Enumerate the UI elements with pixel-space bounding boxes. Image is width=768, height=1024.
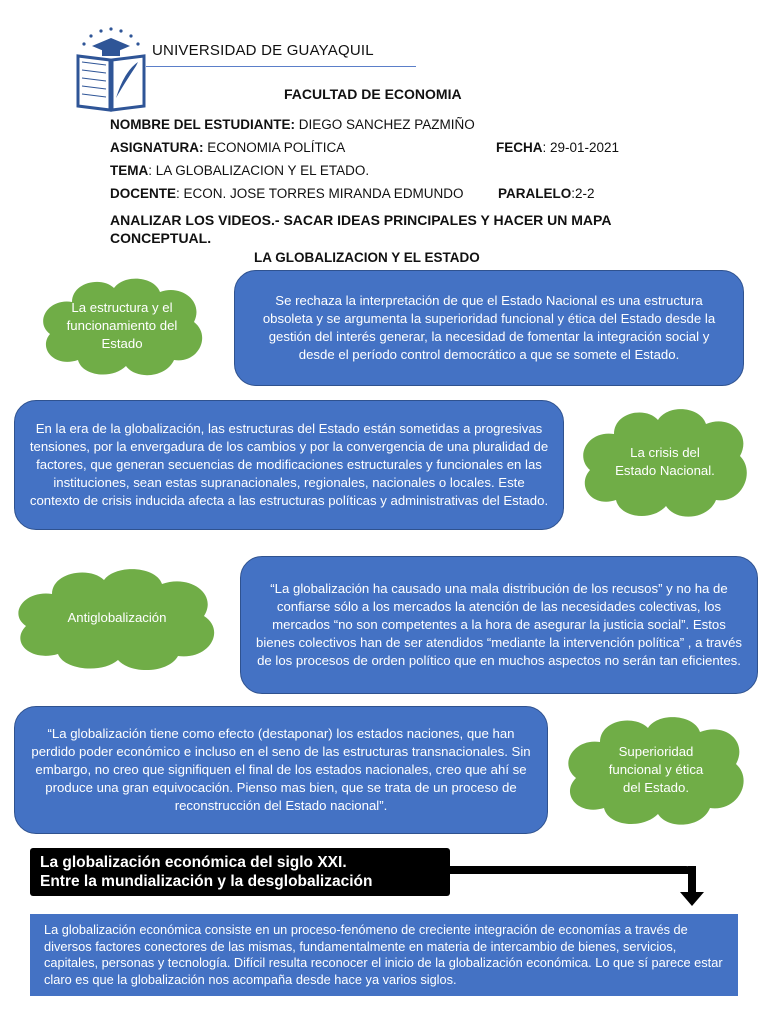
section-header — [30, 848, 450, 896]
subject-label: ASIGNATURA: — [110, 140, 204, 155]
connector-arrow-line — [450, 866, 694, 874]
cloud-crisis-text: La crisis del Estado Nacional. — [615, 445, 715, 478]
arrow-down-icon — [680, 892, 704, 906]
box-market-distribution-text: “La globalización ha causado una mala distribución de los recusos” y no ha de confiarse sólo a los mercados la atención de las necesidades colectivas, los mercados “no son competentes a la hora de asegurar la justicia social”. Estos bienes colectivos han de ser atendidos “mediante la intervención política” , a través de los procesos de orden político que en muchos aspectos no serán tan eficientes. — [255, 581, 742, 668]
box-superiority-argument — [234, 270, 744, 386]
date-value: : 29-01-2021 — [542, 140, 620, 155]
date-label: FECHA — [496, 140, 543, 155]
student-value: DIEGO SANCHEZ PAZMIÑO — [295, 117, 475, 132]
box-state-tensions — [14, 400, 564, 530]
cloud-antiglobalization-text: Antiglobalización — [67, 610, 167, 625]
box-superiority-text: Se rechaza la interpretación de que el Estado Nacional es una estructura obsoleta y se argumenta la superioridad funcional y ética del Estado desde la gestión del interés generar, la necesidad de fomentar la integración social y desde el período control democrático a que se somete el Estado. — [262, 293, 716, 362]
box-market-distribution — [240, 556, 758, 694]
topic-row — [110, 163, 369, 178]
header-divider — [146, 66, 416, 67]
topic-label: TEMA — [110, 163, 149, 178]
parallel-row — [498, 186, 595, 201]
faculty-name: FACULTAD DE ECONOMIA — [284, 86, 462, 102]
cloud-antiglobalization — [6, 562, 228, 674]
cloud-structure-text: La estructura y el funcionamiento del Estado — [66, 300, 178, 351]
student-row — [110, 117, 475, 132]
teacher-label: DOCENTE — [110, 186, 177, 201]
teacher-value: : ECON. JOSE TORRES MIRANDA EDMUNDO — [176, 186, 464, 201]
university-name: UNIVERSIDAD DE GUAYAQUIL — [152, 42, 374, 59]
subject-row — [110, 140, 345, 155]
section-body: La globalización económica consiste en un proceso-fenómeno de creciente integración de economías a través de diversos factores conectores de las mismas, fundamentalmente en materia de intercambio de bienes, servicios, capitales, personas y tecnología. Difícil resulta reconocer el inicio de la globalización económica. Lo que sí parece estar claro es que la globalización nos acompaña desde hace ya varios siglos. — [30, 914, 738, 996]
student-label: NOMBRE DEL ESTUDIANTE: — [110, 117, 296, 132]
box-state-tensions-text: En la era de la globalización, las estructuras del Estado están sometidas a progresivas tensiones, por la envergadura de los cambios y por la convergencia de una pluralidad de factores, que generan secuencias de modificaciones estructurales y funcionales en las instituciones, sean estas supranacionales, regionales, nacionales o locales. Este contexto de crisis inducida afecta a las estructuras políticas y administrativas del Estado. — [29, 421, 549, 508]
topic-value: : LA GLOBALIZACION Y EL ETADO. — [148, 163, 370, 178]
cloud-structure — [32, 272, 212, 380]
section-title-line1: La globalización económica del siglo XXI. — [40, 854, 347, 871]
cloud-crisis — [574, 400, 756, 524]
section-title-line2: Entre la mundialización y la desglobalización — [40, 873, 373, 890]
box-reconstruction-text: “La globalización tiene como efecto (destaponar) los estados naciones, que han perdido poder económico e incluso en el seno de las estructuras transnacionales. Sin embargo, no creo que signifiquen el final de los estados nacionales, creo que ahí se produce una gran equivocación. Pienso mas bien, que se trata de un proceso de reconstrucción del Estado nacional”. — [31, 726, 531, 813]
parallel-label: PARALELO — [498, 186, 572, 201]
university-logo — [74, 26, 148, 112]
parallel-value: :2-2 — [571, 186, 595, 201]
box-reconstruction — [14, 706, 548, 834]
cloud-superiority-text: Superioridad funcional y ética del Estado. — [608, 744, 704, 795]
concept-map-title: LA GLOBALIZACION Y EL ESTADO — [254, 250, 480, 265]
assignment-instructions: ANALIZAR LOS VIDEOS.- SACAR IDEAS PRINCIPALES Y HACER UN MAPA CONCEPTUAL. — [110, 212, 611, 246]
subject-value: ECONOMIA POLÍTICA — [203, 140, 346, 155]
date-row — [496, 140, 619, 155]
cloud-superiority — [558, 708, 754, 832]
teacher-row — [110, 186, 464, 201]
